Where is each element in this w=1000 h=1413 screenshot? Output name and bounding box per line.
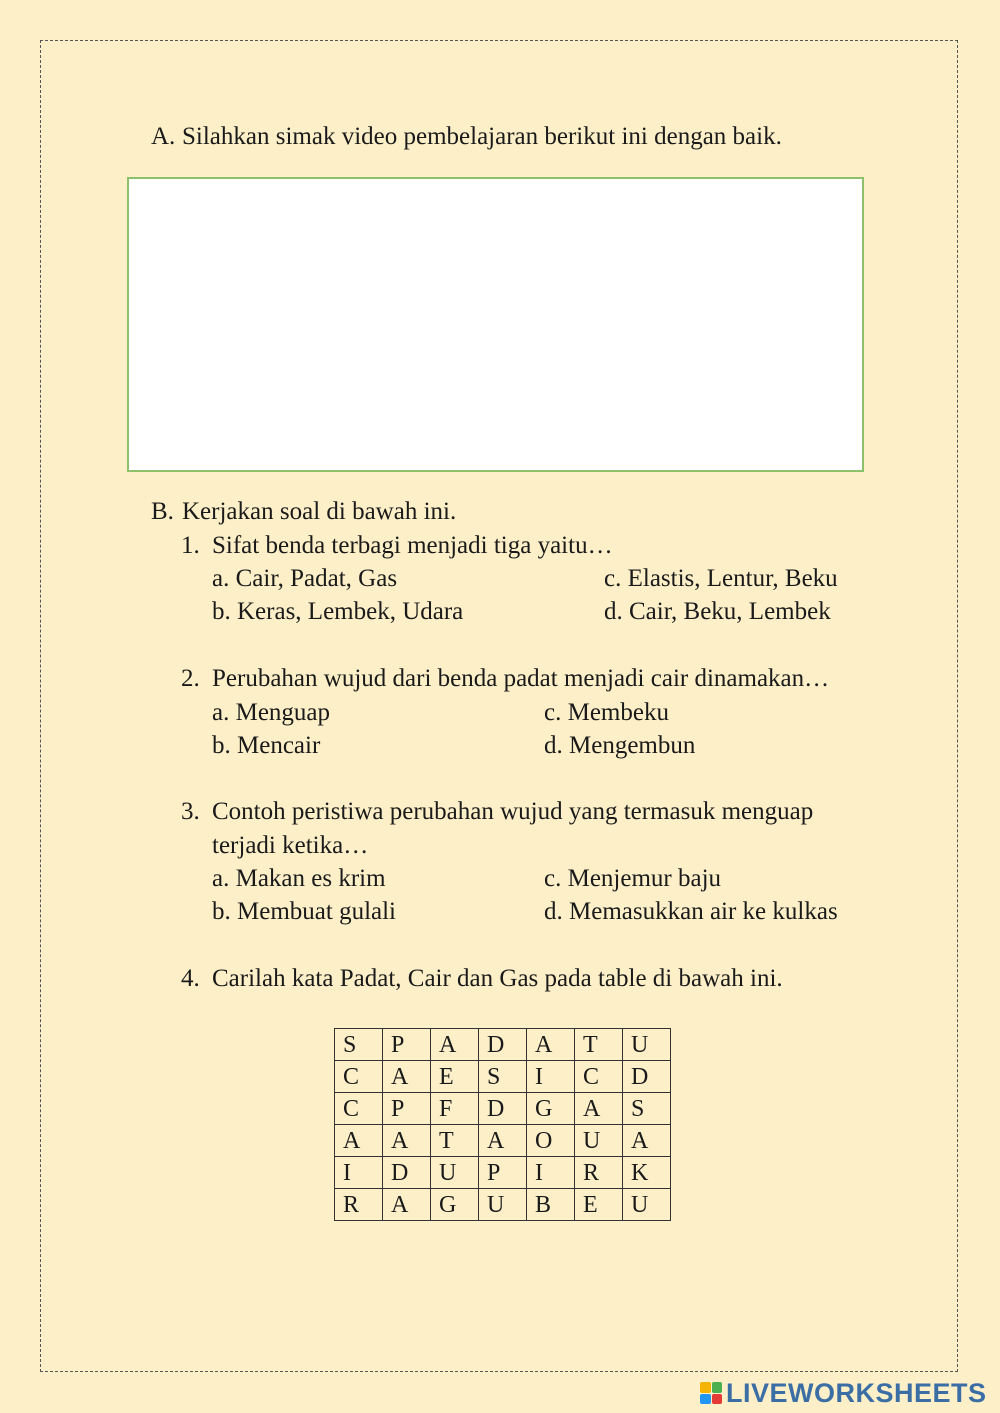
section-a-marker: A.: [151, 123, 176, 150]
grid-cell[interactable]: R: [575, 1157, 623, 1189]
grid-cell[interactable]: C: [575, 1061, 623, 1093]
grid-cell[interactable]: A: [335, 1125, 383, 1157]
video-embed[interactable]: [127, 177, 864, 472]
question-2-option-c[interactable]: c. Membeku: [544, 699, 669, 726]
question-2-option-a[interactable]: a. Menguap: [212, 699, 331, 726]
question-1-text: Sifat benda terbagi menjadi tiga yaitu…: [212, 532, 613, 559]
grid-cell[interactable]: S: [623, 1093, 671, 1125]
grid-cell[interactable]: B: [527, 1189, 575, 1221]
question-3-text-line-2: terjadi ketika…: [212, 832, 369, 859]
grid-cell[interactable]: U: [431, 1157, 479, 1189]
word-search-grid: [334, 1028, 671, 1221]
grid-cell[interactable]: D: [479, 1029, 527, 1061]
grid-cell[interactable]: A: [623, 1125, 671, 1157]
grid-cell[interactable]: D: [383, 1157, 431, 1189]
grid-row: [335, 1125, 671, 1157]
grid-cell[interactable]: U: [623, 1189, 671, 1221]
question-2-option-d[interactable]: d. Mengembun: [544, 732, 696, 759]
grid-cell[interactable]: A: [431, 1029, 479, 1061]
section-b-instruction: Kerjakan soal di bawah ini.: [182, 498, 457, 525]
grid-cell[interactable]: R: [335, 1189, 383, 1221]
grid-row: [335, 1061, 671, 1093]
logo-icon: [700, 1382, 722, 1404]
question-1-number: 1.: [181, 532, 200, 559]
question-4-number: 4.: [181, 965, 200, 992]
grid-cell[interactable]: A: [527, 1029, 575, 1061]
question-3-option-d[interactable]: d. Memasukkan air ke kulkas: [544, 898, 838, 925]
question-2-text: Perubahan wujud dari benda padat menjadi cair dinamakan…: [212, 665, 830, 692]
question-4-text: Carilah kata Padat, Cair dan Gas pada table di bawah ini.: [212, 965, 783, 992]
grid-cell[interactable]: A: [575, 1093, 623, 1125]
grid-cell[interactable]: A: [383, 1189, 431, 1221]
grid-cell[interactable]: I: [335, 1157, 383, 1189]
grid-cell[interactable]: S: [479, 1061, 527, 1093]
grid-cell[interactable]: P: [383, 1029, 431, 1061]
grid-cell[interactable]: P: [383, 1093, 431, 1125]
grid-cell[interactable]: C: [335, 1061, 383, 1093]
grid-row: [335, 1189, 671, 1221]
question-3-number: 3.: [181, 798, 200, 825]
grid-cell[interactable]: D: [623, 1061, 671, 1093]
question-1-option-b[interactable]: b. Keras, Lembek, Udara: [212, 598, 464, 625]
logo-icon-square: [712, 1394, 723, 1405]
question-2-option-b[interactable]: b. Mencair: [212, 732, 321, 759]
grid-cell[interactable]: G: [431, 1189, 479, 1221]
question-2-number: 2.: [181, 665, 200, 692]
grid-cell[interactable]: A: [383, 1125, 431, 1157]
question-1-option-c[interactable]: c. Elastis, Lentur, Beku: [604, 565, 838, 592]
grid-cell[interactable]: I: [527, 1061, 575, 1093]
logo-icon-square: [700, 1394, 711, 1405]
grid-cell[interactable]: C: [335, 1093, 383, 1125]
grid-cell[interactable]: E: [575, 1189, 623, 1221]
logo-icon-square: [712, 1382, 723, 1393]
logo-text: LIVEWORKSHEETS: [726, 1377, 987, 1408]
question-3-option-c[interactable]: c. Menjemur baju: [544, 865, 722, 892]
section-b-marker: B.: [151, 498, 174, 525]
grid-cell[interactable]: I: [527, 1157, 575, 1189]
question-3-text-line-1: Contoh peristiwa perubahan wujud yang termasuk menguap: [212, 798, 814, 825]
grid-row: [335, 1157, 671, 1189]
grid-cell[interactable]: S: [335, 1029, 383, 1061]
question-3-option-a[interactable]: a. Makan es krim: [212, 865, 386, 892]
grid-cell[interactable]: A: [479, 1125, 527, 1157]
grid-cell[interactable]: P: [479, 1157, 527, 1189]
grid-cell[interactable]: U: [479, 1189, 527, 1221]
grid-row: [335, 1093, 671, 1125]
grid-cell[interactable]: O: [527, 1125, 575, 1157]
grid-cell[interactable]: G: [527, 1093, 575, 1125]
logo-icon-square: [700, 1382, 711, 1393]
grid-cell[interactable]: U: [623, 1029, 671, 1061]
grid-cell[interactable]: U: [575, 1125, 623, 1157]
grid-cell[interactable]: F: [431, 1093, 479, 1125]
grid-cell[interactable]: T: [575, 1029, 623, 1061]
grid-row: [335, 1029, 671, 1061]
grid-cell[interactable]: E: [431, 1061, 479, 1093]
liveworksheets-logo[interactable]: [700, 1378, 987, 1408]
grid-cell[interactable]: D: [479, 1093, 527, 1125]
question-3-option-b[interactable]: b. Membuat gulali: [212, 898, 396, 925]
question-1-option-a[interactable]: a. Cair, Padat, Gas: [212, 565, 398, 592]
section-a-instruction: Silahkan simak video pembelajaran berikut ini dengan baik.: [182, 123, 782, 150]
grid-cell[interactable]: T: [431, 1125, 479, 1157]
question-1-option-d[interactable]: d. Cair, Beku, Lembek: [604, 598, 831, 625]
grid-cell[interactable]: A: [383, 1061, 431, 1093]
grid-cell[interactable]: K: [623, 1157, 671, 1189]
